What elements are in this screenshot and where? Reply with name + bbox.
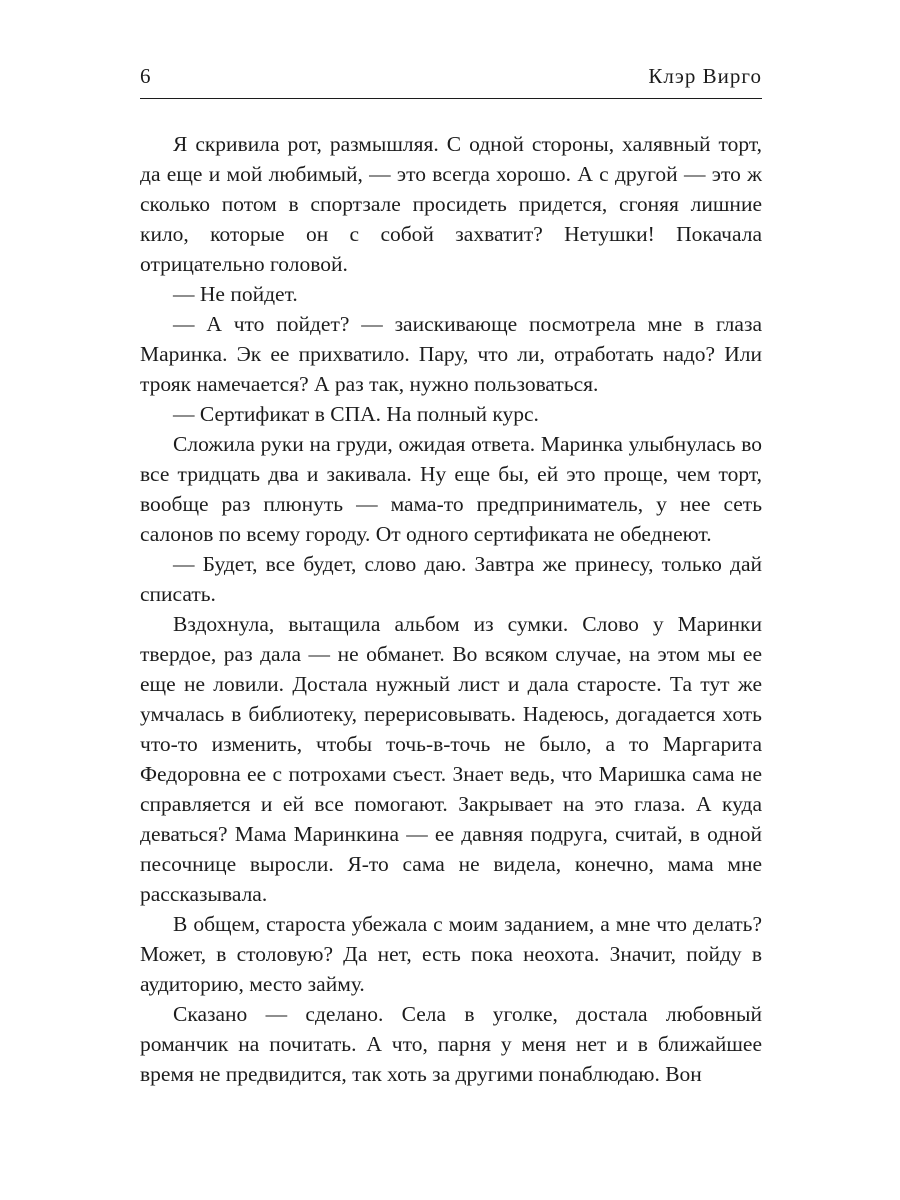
author-name: Клэр Вирго: [648, 64, 762, 88]
page-header: [140, 64, 762, 88]
page-number: 6: [140, 64, 151, 88]
paragraph: Сказано — сделано. Села в уголке, достала любовный романчик на почитать. А что, парня у меня нет и в ближайшее время не предвидится, так хоть за другими понаблюдаю. Вон: [140, 1002, 762, 1086]
paragraph: — Сертификат в СПА. На полный курс.: [173, 402, 539, 426]
paragraph: В общем, староста убежала с моим заданием, а мне что делать? Может, в столовую? Да нет, есть пока неохота. Значит, пойду в аудиторию, место займу.: [140, 912, 762, 996]
header-rule: [140, 98, 762, 99]
paragraph: — А что пойдет? — заискивающе посмотрела мне в глаза Маринка. Эк ее прихватило. Пару, что ли, отработать надо? Или трояк намечается? А раз так, нужно пользоваться.: [140, 312, 762, 396]
paragraph: Я скривила рот, размышляя. С одной стороны, халявный торт, да еще и мой любимый, — это всегда хорошо. А с другой — это ж сколько потом в спортзале просидеть придется, сгоняя лишние кило, которые он с собой захватит? Нетушки! Покачала отрицательно головой.: [140, 132, 762, 276]
text-block: [140, 129, 762, 1089]
paragraph: Сложила руки на груди, ожидая ответа. Маринка улыбнулась во все тридцать два и закивала. Ну еще бы, ей это проще, чем торт, вообще раз плюнуть — мама-то предприниматель, у нее сеть салонов по всему городу. От одного сертификата не обеднеют.: [140, 432, 762, 546]
paragraph: — Будет, все будет, слово даю. Завтра же принесу, только дай списать.: [140, 552, 762, 606]
paragraph: — Не пойдет.: [173, 282, 298, 306]
paragraph: Вздохнула, вытащила альбом из сумки. Слово у Маринки твердое, раз дала — не обманет. Во всяком случае, на этом мы ее еще не ловили. Достала нужный лист и дала старосте. Та тут же умчалась в библиотеку, перерисовывать. Надеюсь, догадается хоть что-то изменить, чтобы точь-в-точь не было, а то Маргарита Федоровна ее с потрохами съест. Знает ведь, что Маришка сама не справляется и ей все помогают. Закрывает на это глаза. А куда деваться? Мама Маринкина — ее давняя подруга, считай, в одной песочнице выросли. Я-то сама не видела, конечно, мама мне рассказывала.: [140, 612, 762, 906]
